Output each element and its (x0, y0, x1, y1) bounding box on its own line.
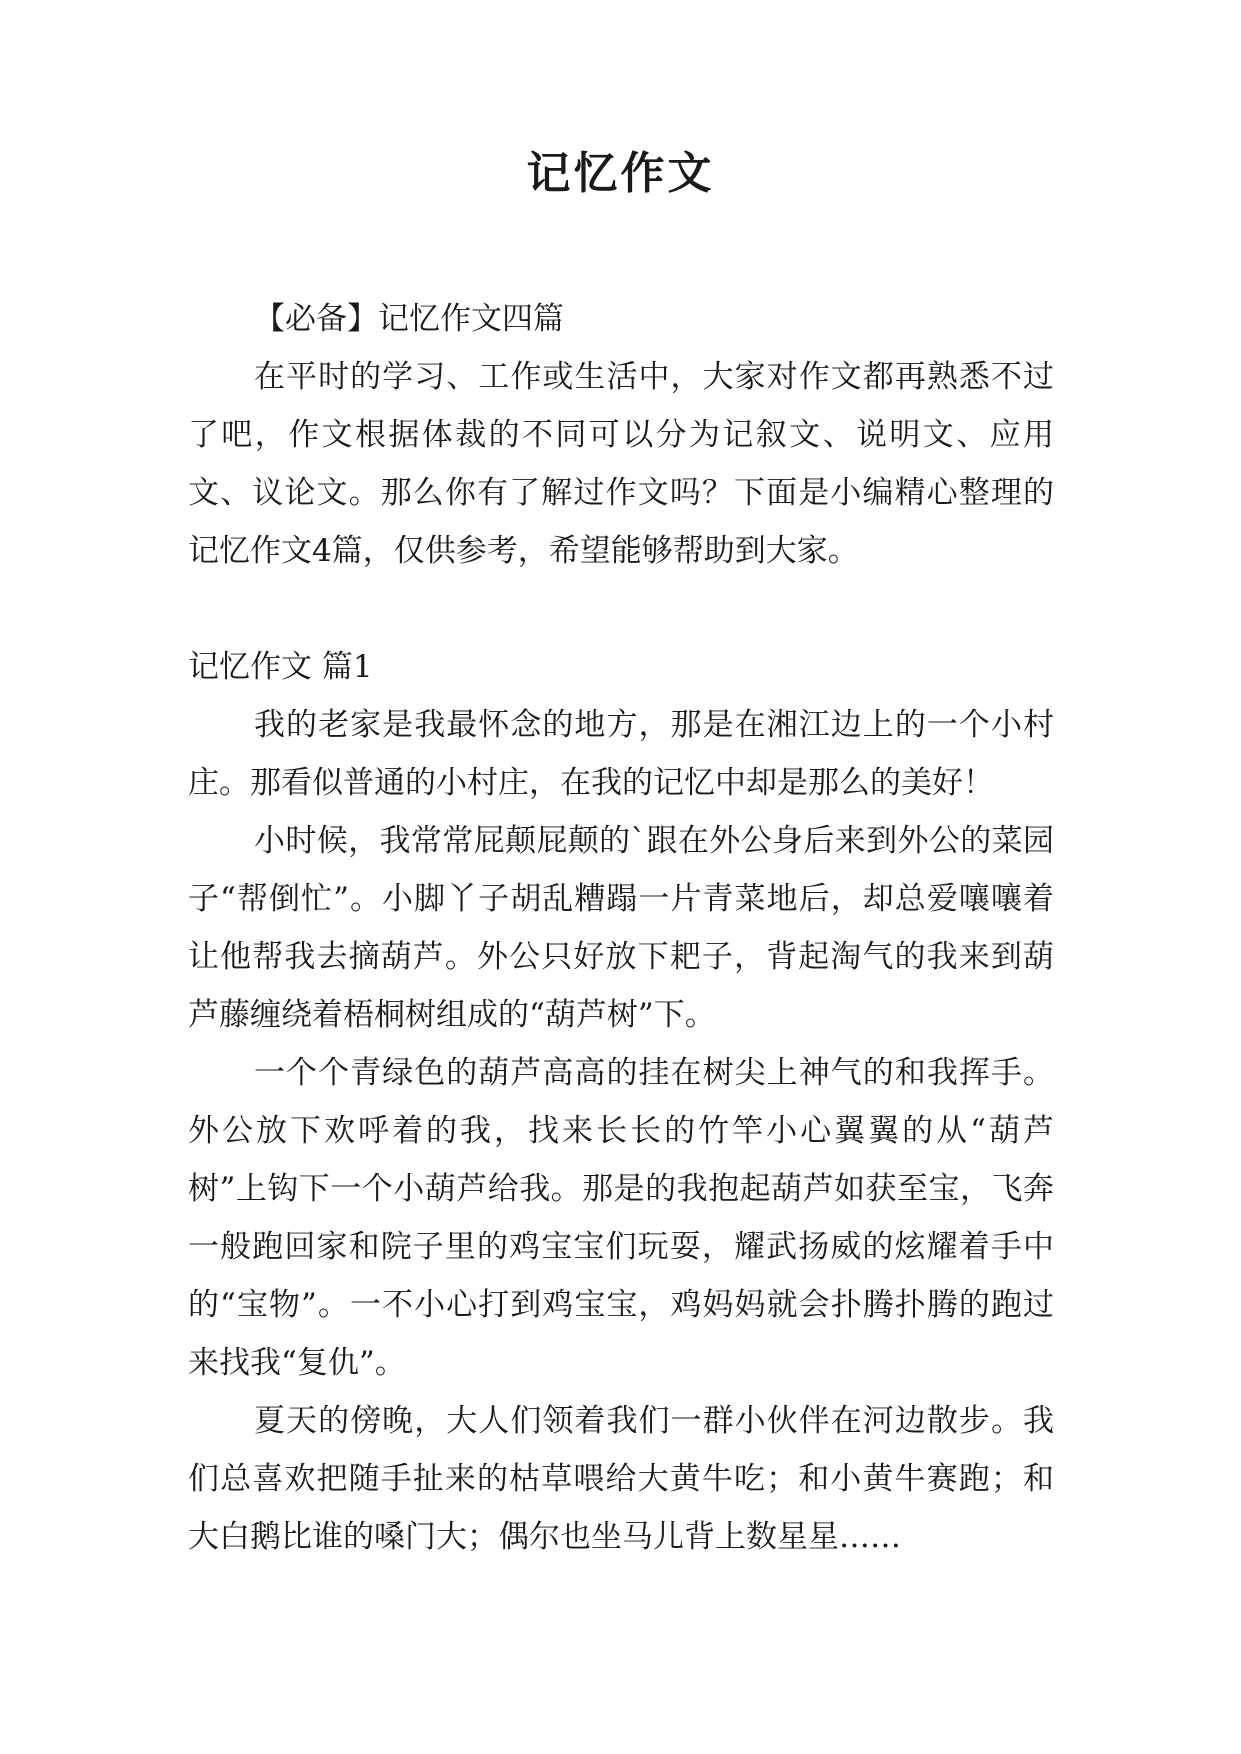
essay-paragraph-4: 夏天的傍晚，大人们领着我们一群小伙伴在河边散步。我们总喜欢把随手扯来的枯草喂给大黄牛吃；和小黄牛赛跑；和大白鹅比谁的嗓门大；偶尔也坐马儿背上数星星…… (188, 1403, 1054, 1555)
essay-paragraph-2: 小时候，我常常屁颠屁颠的`跟在外公身后来到外公的菜园子“帮倒忙”。小脚丫子胡乱糟蹋一片青菜地后，却总爱嚷嚷着让他帮我去摘葫芦。外公只好放下耙子，背起淘气的我来到葫芦藤缠绕着梧桐树组成的“葫芦树”下。 (188, 823, 1054, 1033)
section-heading: 记忆作文 篇1 (188, 649, 373, 685)
document-subtitle: 【必备】记忆作文四篇 (254, 301, 564, 337)
intro-paragraph: 在平时的学习、工作或生活中，大家对作文都再熟悉不过了吧，作文根据体裁的不同可以分为记叙文、说明文、应用文、议论文。那么你有了解过作文吗？下面是小编精心整理的记忆作文4篇，仅供参考，希望能够帮助到大家。 (188, 359, 1054, 569)
document-body (188, 290, 1054, 1566)
document-title: 记忆作文 (526, 148, 715, 199)
essay-paragraph-1: 我的老家是我最怀念的地方，那是在湘江边上的一个小村庄。那看似普通的小村庄，在我的记忆中却是那么的美好！ (188, 707, 1054, 801)
essay-paragraph-3: 一个个青绿色的葫芦高高的挂在树尖上神气的和我挥手。外公放下欢呼着的我，找来长长的竹竿小心翼翼的从“葫芦树”上钩下一个小葫芦给我。那是的我抱起葫芦如获至宝，飞奔一般跑回家和院子里的鸡宝宝们玩耍，耀武扬威的炫耀着手中的“宝物”。一不小心打到鸡宝宝，鸡妈妈就会扑腾扑腾的跑过来找我“复仇”。 (188, 1055, 1054, 1381)
